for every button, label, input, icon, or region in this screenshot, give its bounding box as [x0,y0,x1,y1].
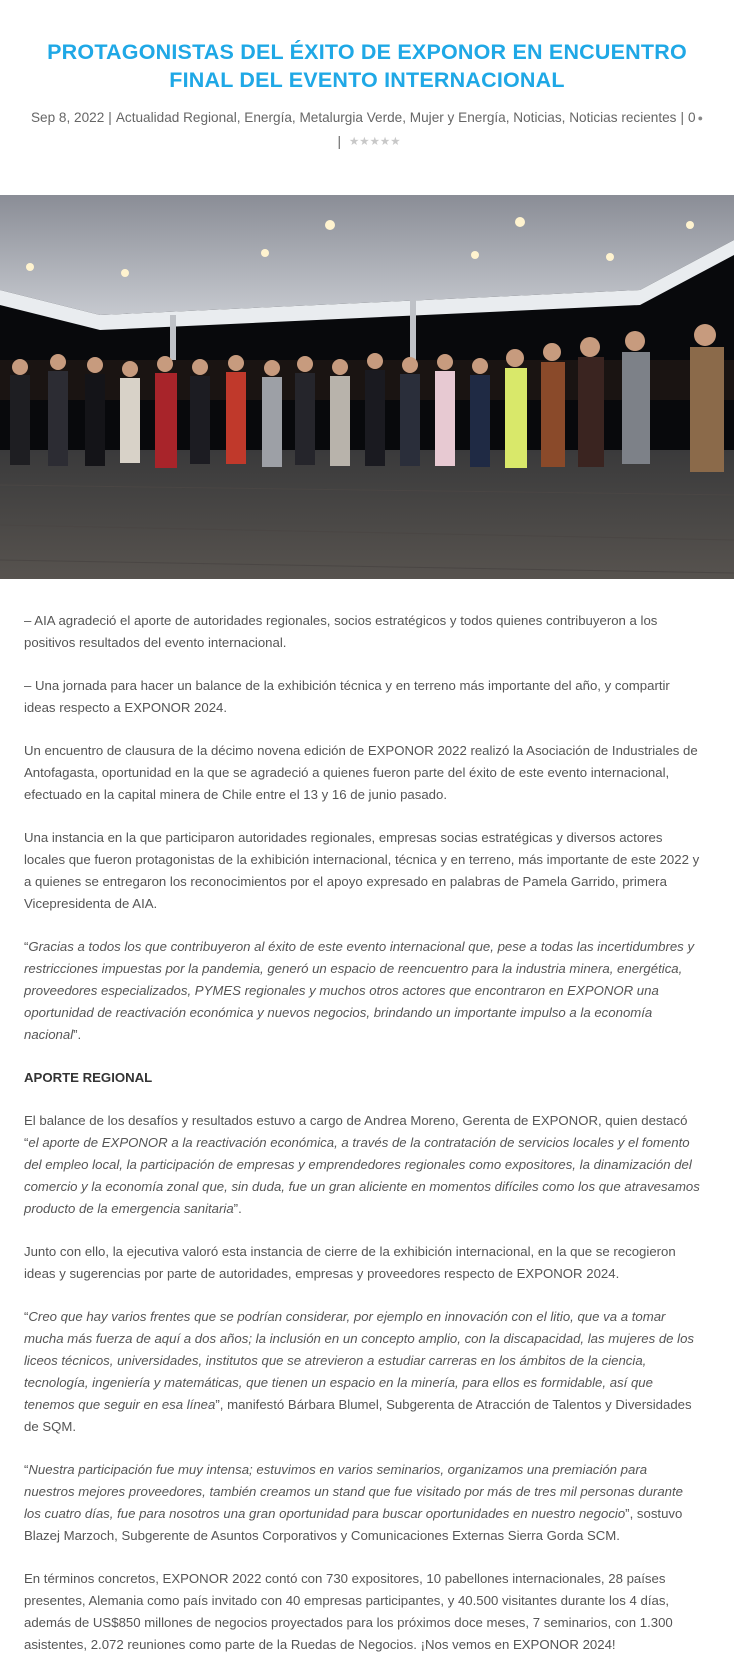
post-content [24,610,700,1677]
quote-text: el aporte de EXPONOR a la reactivación económica, a través de la contratación de servicios locales y el fomento del empleo local, la participación de empresas y emprendedores regionales como expositores, la dinamización del comercio y la economía zonal que, sin duda, fue un gran aliciente en momentos difíciles como los que atravesamos producto de la emergencia sanitaria [24,1135,700,1216]
quote-close-mark: ”. [233,1201,242,1216]
featured-image [0,195,734,579]
meta-separator: | [680,110,685,125]
post-meta [24,106,710,154]
quote-close-mark: ”. [73,1027,82,1042]
paragraph: – Una jornada para hacer un balance de la exhibición técnica y en terreno más importante del año, y compartir ideas respecto a EXPONOR 2024. [24,678,670,715]
post-title: PROTAGONISTAS DEL ÉXITO DE EXPONOR EN ENCUENTRO FINAL DEL EVENTO INTERNACIONAL [47,40,687,92]
quote-paragraph [24,1110,700,1220]
quote-text: Gracias a todos los que contribuyeron al éxito de este evento internacional que, pese a todas las incertidumbres y restricciones impuestas por la pandemia, generó un espacio de reencuentro para la industria minera, energética, proveedores especializados, PYMES regionales y muchos otros actores que encontraron en EXPONOR una oportunidad de reactivación económica y nuevos negocios, brindando un importante impulso a la economía nacional [24,939,695,1042]
quote-open-mark: “ [24,1309,29,1324]
paragraph: – AIA agradeció el aporte de autoridades regionales, socios estratégicos y todos quienes contribuyeron a los positivos resultados del evento internacional. [24,613,658,650]
post-categories[interactable]: Actualidad Regional, Energía, Metalurgia Verde, Mujer y Energía, Noticias, Noticias recientes [115,110,677,125]
comment-count[interactable]: 0 [688,110,696,125]
quote-open-mark: “ [24,939,29,954]
quote-attribution: ”, manifestó Bárbara Blumel, Subgerenta de Atracción de Talentos y Diversidades de SQM. [24,1397,692,1434]
paragraph: En términos concretos, EXPONOR 2022 contó con 730 expositores, 10 pabellones internacionales, 28 países presentes, Alemania como país invitado con 40 empresas participantes, y 40.500 visitantes durante los 4 días, además de US$850 millones de negocios proyectados para los próximos doce meses, 7 seminarios, con 1.300 asistentes, 2.072 reuniones como parte de la Ruedas de Negocios. ¡Nos vemos en EXPONOR 2024! [24,1571,673,1652]
comment-icon[interactable]: ● [697,112,704,123]
quote-paragraph [24,1306,700,1438]
paragraph: Junto con ello, la ejecutiva valoró esta instancia de cierre de la exhibición internacional, en la que se recogieron ideas y sugerencias por parte de autoridades, empresas y proveedores respecto de EXPONOR 2024. [24,1244,676,1281]
post-date: Sep 8, 2022 [30,110,105,125]
quote-paragraph [24,1459,700,1547]
paragraph: Un encuentro de clausura de la décimo novena edición de EXPONOR 2022 realizó la Asociación de Industriales de Antofagasta, oportunidad en la que se agradeció a quienes fueron parte del éxito de este evento internacional, efectuado en la capital minera de Chile entre el 13 y 16 de junio pasado. [24,743,698,802]
meta-separator: | [337,133,341,149]
section-heading: APORTE REGIONAL [24,1070,153,1085]
quote-text: Nuestra participación fue muy intensa; estuvimos en varios seminarios, organizamos una premiación para nuestros mejores proveedores, también creamos un stand que fue visitado por más de tres mil personas durante los cuatro días, fue para nosotros una gran oportunidad para buscar oportunidades en nuestro negocio [24,1462,683,1521]
quote-open-mark: “ [24,1462,29,1477]
rating-stars: ★★★★★ [348,135,401,148]
paragraph-intro: El balance de los desafíos y resultados estuvo a cargo de Andrea Moreno, Gerenta de EXPONOR, quien destacó “ [24,1113,688,1150]
paragraph: Una instancia en la que participaron autoridades regionales, empresas socias estratégicas y diversos actores locales que fueron protagonistas de la exhibición internacional, técnica y en terreno, más importante de este 2022 y a quienes se entregaron los reconocimientos por el apoyo expresado en palabras de Pamela Garrido, primera Vicepresidenta de AIA. [24,830,700,911]
quote-paragraph [24,936,700,1046]
group-photo-illustration [0,195,734,579]
quote-text: Creo que hay varios frentes que se podrían considerar, por ejemplo en innovación con el litio, que va a tomar mucha más fuerza de aquí a dos años; la inclusión en un concepto amplio, con la discapacidad, las mujeres de los liceos técnicos, universidades, institutos que se atrevieron a estudiar carreras en los ámbitos de la ciencia, tecnología, ingeniería y matemáticas, que tienen un espacio en la minería, para ellos es formidable, así que tenemos que seguir en esa línea [24,1309,695,1412]
post-header [0,0,734,154]
quote-attribution: ”, sostuvo Blazej Marzoch, Subgerente de Asuntos Corporativos y Comunicaciones Externas Sierra Gorda SCM. [24,1506,683,1543]
meta-separator: | [108,110,112,125]
